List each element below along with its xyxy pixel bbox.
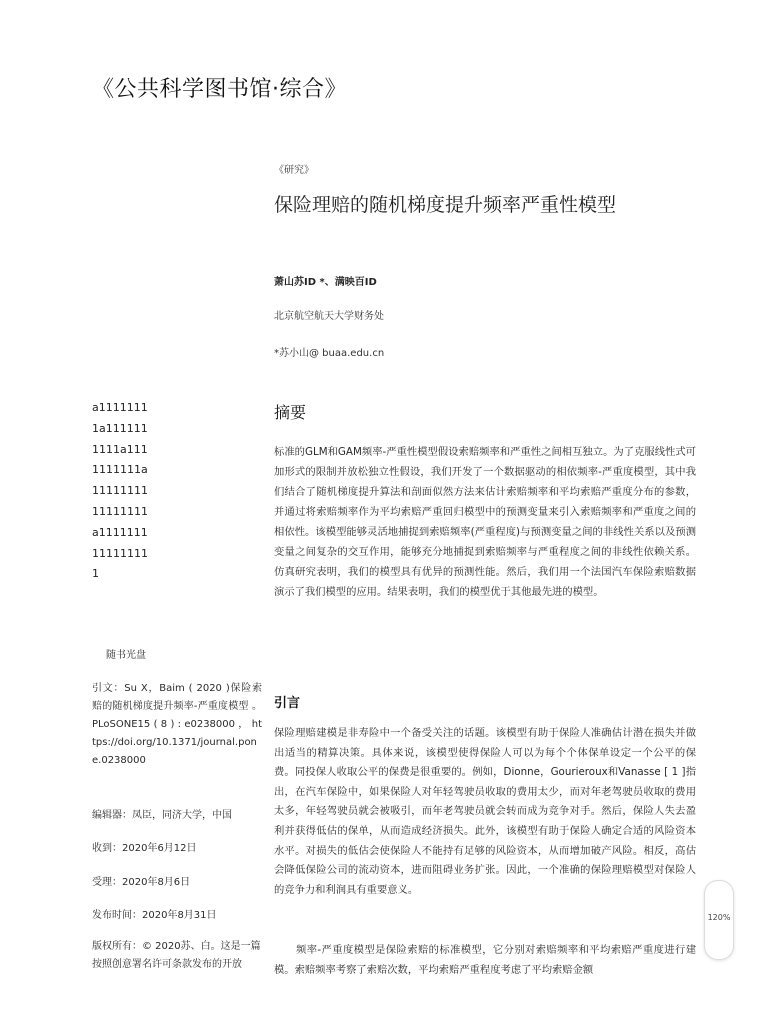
citation: 引文：Su X，Baim ( 2020 )保险索赔的随机梯度提升频率-严重度模型 。 PLoSONE15 ( 8 ) : e0238000 ， https://doi.org/10.1371/journal.pone.0238000 bbox=[92, 683, 262, 766]
article-section-tag: 《研究》 bbox=[274, 165, 314, 176]
margin-code: 11111111 bbox=[92, 484, 148, 498]
abstract-heading: 摘要 bbox=[274, 403, 307, 422]
introduction-heading: 引言 bbox=[274, 696, 301, 711]
published-date: 发布时间：2020年8月31日 bbox=[92, 910, 217, 921]
zoom-control[interactable] bbox=[704, 880, 734, 960]
margin-code: 1111111a bbox=[92, 463, 148, 477]
introduction-paragraph-1: 保险理赔建模是非寿险中一个备受关注的话题。该模型有助于保险人准确估计潜在损失并做出适当的精算决策。具体来说，该模型使得保险人可以为每个个体保单设定一个公平的保费。同投保人收取公平的保费是很重要的。例如，Dionne，Gourieroux和Vanasse [ 1 ]指出，在汽车保险中，如果保险人对年轻驾驶员收取的费用太少，而对年老驾驶员收取的费用太多，年轻驾驶员就会被吸引，而年老驾驶员就会转而成为竞争对手。然后，保险人失去盈利并获得低估的保单，从而造成经济损失。此外，该模型有助于保险人确定合适的风险资本水平。对损失的低估会使保险人不能持有足够的风险资本，从而增加破产风险。相反，高估会降低保险公司的流动资本，进而阻碍业务扩张。因此，一个准确的保险理赔模型对保险人的竞争力和利润具有重要意义。 bbox=[274, 727, 696, 896]
corresponding-email[interactable]: *苏小山@ buaa.edu.cn bbox=[274, 348, 385, 359]
zoom-level: 120% bbox=[707, 913, 731, 922]
margin-code: a1111111 bbox=[92, 525, 148, 539]
introduction-paragraph-2: 频率-严重度模型是保险索赔的标准模型，它分别对索赔频率和平均索赔严重度进行建模。索赔频率考察了索赔次数，平均索赔严重程度考虑了平均索赔金额 bbox=[274, 944, 696, 976]
accepted-date: 受理：2020年8月6日 bbox=[92, 877, 191, 888]
article-authors: 萧山苏ID *、满映百ID bbox=[274, 277, 377, 288]
margin-code: 1111a111 bbox=[92, 442, 148, 456]
supplementary-label[interactable]: 随书光盘 bbox=[106, 650, 146, 661]
abstract-text: 标准的GLM和GAM频率-严重性模型假设索赔频率和严重性之间相互独立。为了克服线性式可加形式的限制并放松独立性假设，我们开发了一个数据驱动的相依频率-严重度模型，其中我们结合了随机梯度提升算法和剖面似然方法来估计索赔频率和平均索赔严重度分布的参数，并通过将索赔频率作为平均索赔严重回归模型中的预测变量来引入索赔频率和严重度之间的相依性。该模型能够灵活地捕捉到索赔频率(严重程度)与预测变量之间的非线性关系以及预测变量之间复杂的交互作用，能够充分地捕捉到索赔频率与严重程度之间的非线性依赖关系。仿真研究表明，我们的模型具有优异的预测性能。然后，我们用一个法国汽车保险索赔数据演示了我们模型的应用。结果表明，我们的模型优于其他最先进的模型。 bbox=[274, 446, 696, 598]
margin-code: 11111111 bbox=[92, 504, 148, 518]
copyright-notice: 版权所有：© 2020苏、白。这是一篇按照创意署名许可条款发布的开放 bbox=[92, 941, 261, 970]
editor-info: 编辑器：凤臣，同济大学，中国 bbox=[92, 810, 232, 821]
margin-codes bbox=[92, 398, 148, 585]
received-date: 收到：2020年6月12日 bbox=[92, 843, 197, 854]
margin-code: 1a111111 bbox=[92, 421, 148, 435]
article-title: 保险理赔的随机梯度提升频率严重性模型 bbox=[274, 194, 617, 216]
margin-code: a1111111 bbox=[92, 401, 148, 414]
article-affiliation: 北京航空航天大学财务处 bbox=[274, 311, 384, 322]
margin-code: 1 bbox=[92, 567, 99, 581]
margin-code: 11111111 bbox=[92, 546, 148, 560]
journal-title: 《公共科学图书馆·综合》 bbox=[92, 77, 347, 102]
